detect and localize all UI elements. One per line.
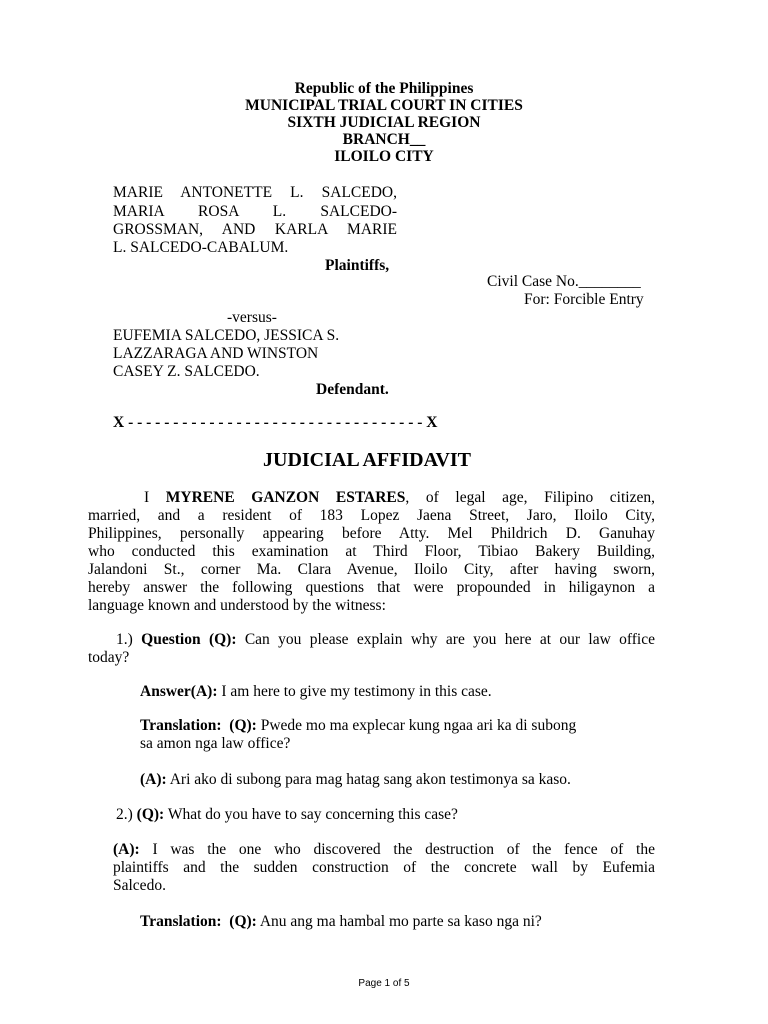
- document-title: JUDICIAL AFFIDAVIT: [263, 449, 472, 471]
- translation-1-answer: (A): Ari ako di subong para mag hatag sang akon testimonya sa kaso.: [140, 771, 571, 788]
- intro-line-1: I MYRENE GANZON ESTARES, of legal age, Filipino citizen,: [144, 489, 655, 506]
- translation-2-label: Translation:: [140, 913, 222, 930]
- translation-2-question: Translation: (Q): Anu ang ma hambal mo parte sa kaso nga ni?: [140, 913, 542, 930]
- plaintiffs-line-2: MARIA ROSA L. SALCEDO-: [113, 203, 397, 220]
- answer-2-label: (A):: [113, 841, 140, 858]
- intro-line-3: Philippines, personally appearing before Atty. Mel Phildrich D. Ganuhay: [88, 525, 655, 542]
- answer-2: (A): I was the one who discovered the destruction of the fence of the plaintiffs and the sudden construction of the concrete wall by Eufemia Salcedo.: [113, 841, 655, 894]
- intro-line-6: hereby answer the following questions that were propounded in hiligaynon a: [88, 579, 655, 596]
- intro-line-5: Jalandoni St., corner Ma. Clara Avenue, Iloilo City, after having sworn,: [88, 561, 655, 578]
- page-number: Page 1 of 5: [358, 978, 410, 989]
- case-nature: For: Forcible Entry: [524, 291, 644, 308]
- header-court: MUNICIPAL TRIAL COURT IN CITIES: [245, 97, 523, 114]
- question-1: 1.) Question (Q): Can you please explain why are you here at our law office today?: [88, 631, 655, 666]
- question-2: 2.) (Q): What do you have to say concerning this case?: [116, 806, 458, 823]
- question-2-label: (Q):: [136, 806, 165, 823]
- plaintiffs-label: Plaintiffs,: [325, 257, 390, 274]
- plaintiffs-line-1: MARIE ANTONETTE L. SALCEDO,: [113, 184, 397, 201]
- translation-1-question: Translation: (Q): Pwede mo ma explecar kung ngaa ari ka di subong: [140, 717, 577, 734]
- plaintiffs-line-4: L. SALCEDO-CABALUM.: [113, 239, 289, 256]
- caption-separator: X - - - - - - - - - - - - - - - - - - - - - - - - - - - - - - - - - X: [113, 414, 438, 431]
- defendant-label: Defendant.: [316, 381, 389, 398]
- question-1-number: 1.): [116, 631, 142, 648]
- intro-line-4: who conducted this examination at Third Floor, Tibiao Bakery Building,: [88, 543, 655, 560]
- answer-1: Answer(A): I am here to give my testimony in this case.: [140, 683, 492, 700]
- question-1-label: Question (Q):: [141, 631, 237, 648]
- plaintiffs-line-3: GROSSMAN, AND KARLA MARIE: [113, 221, 397, 238]
- intro-line-7: language known and understood by the witness:: [88, 597, 386, 614]
- affiant-name: MYRENE GANZON ESTARES: [165, 489, 406, 506]
- intro-lead: I: [144, 489, 166, 506]
- intro-paragraph: [88, 489, 655, 615]
- answer-1-label: Answer(A):: [140, 683, 218, 700]
- header-city: ILOILO CITY: [334, 148, 434, 165]
- header-region: SIXTH JUDICIAL REGION: [287, 114, 481, 131]
- translation-1-label: Translation:: [140, 717, 222, 734]
- civil-case-number: Civil Case No.________: [487, 273, 641, 290]
- question-2-number: 2.): [116, 806, 137, 823]
- intro-line-2: married, and a resident of 183 Lopez Jaena Street, Jaro, Iloilo City,: [88, 507, 655, 524]
- header-branch: BRANCH__: [342, 131, 426, 148]
- defendants-line-1: EUFEMIA SALCEDO, JESSICA S.: [113, 327, 340, 344]
- defendants-line-3: CASEY Z. SALCEDO.: [113, 363, 260, 380]
- header-republic: Republic of the Philippines: [294, 80, 474, 97]
- translation-1-question-cont: sa amon nga law office?: [140, 735, 291, 752]
- versus-label: -versus-: [227, 309, 277, 326]
- defendants-line-2: LAZZARAGA AND WINSTON: [113, 345, 319, 362]
